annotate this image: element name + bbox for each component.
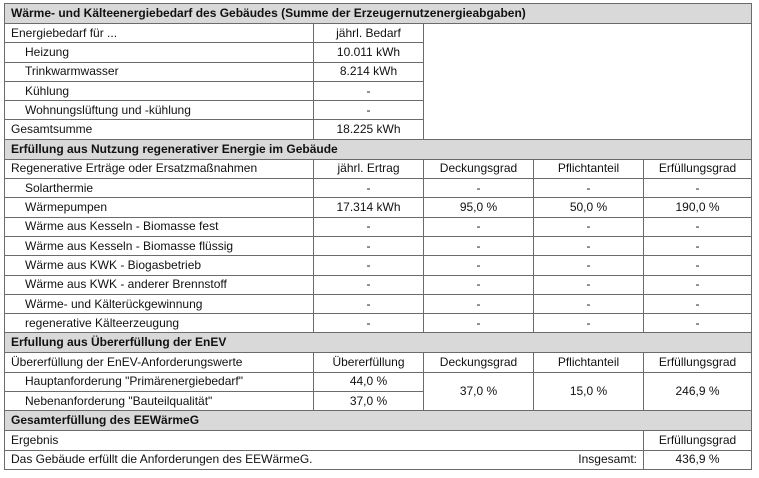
deckung-cell: - (424, 217, 534, 236)
table-row (5, 294, 752, 313)
row-value: 8.214 kWh (314, 62, 424, 81)
pflicht-cell: - (534, 256, 644, 275)
column-header: Regenerative Erträge oder Ersatzmaßnahmen (5, 159, 314, 178)
pflicht-cell: 15,0 % (534, 372, 644, 411)
deckung-cell: - (424, 179, 534, 198)
section2-title: Erfüllung aus Nutzung regenerativer Energie im Gebäude (5, 139, 752, 159)
row-label: Kühlung (5, 81, 314, 100)
energy-report (4, 3, 752, 470)
section3-title: Erfullung aus Übererfüllung der EnEV (5, 333, 752, 353)
deckung-cell: - (424, 256, 534, 275)
row-label: Nebenanforderung "Bauteilqualität" (5, 392, 314, 411)
table-row (5, 431, 752, 450)
column-header: Pflichtanteil (534, 353, 644, 372)
ertrag-cell: - (314, 275, 424, 294)
row-label: Wärmepumpen (5, 198, 314, 217)
table-row (5, 275, 752, 294)
deckung-cell: - (424, 236, 534, 255)
column-header: Erfüllungsgrad (644, 159, 752, 178)
pflicht-cell: - (534, 236, 644, 255)
row-label: Solarthermie (5, 179, 314, 198)
table-header-row (5, 353, 752, 372)
section-heading-row (5, 411, 752, 431)
table-header-row (5, 159, 752, 178)
pflicht-cell: 50,0 % (534, 198, 644, 217)
erfuellung-cell: - (644, 179, 752, 198)
row-value: 10.011 kWh (314, 43, 424, 62)
uebererfuellung-cell: 37,0 % (314, 392, 424, 411)
eewaermeg-table (4, 3, 752, 470)
erfuellung-cell: - (644, 256, 752, 275)
section-heading-row (5, 139, 752, 159)
result-header: Erfüllungsgrad (644, 431, 752, 450)
row-label: Wohnungslüftung und -kühlung (5, 101, 314, 120)
column-header: Übererfüllung (314, 353, 424, 372)
erfuellung-cell: 246,9 % (644, 372, 752, 411)
row-label: regenerative Kälteerzeugung (5, 314, 314, 333)
total-label: Insgesamt: (534, 450, 644, 469)
ertrag-cell: - (314, 179, 424, 198)
column-header: Pflichtanteil (534, 159, 644, 178)
pflicht-cell: - (534, 275, 644, 294)
table-row (5, 179, 752, 198)
column-header: jährl. Ertrag (314, 159, 424, 178)
section-heading-row (5, 4, 752, 24)
ertrag-cell: - (314, 294, 424, 313)
row-label: Wärme- und Kälterückgewinnung (5, 294, 314, 313)
deckung-cell: - (424, 314, 534, 333)
table-row (5, 450, 752, 469)
table-row (5, 24, 752, 43)
ertrag-cell: - (314, 256, 424, 275)
pflicht-cell: - (534, 217, 644, 236)
row-label: Wärme aus Kesseln - Biomasse flüssig (5, 236, 314, 255)
erfuellung-cell: - (644, 275, 752, 294)
deckung-cell: - (424, 294, 534, 313)
result-statement: Das Gebäude erfüllt die Anforderungen des EEWärmeG. (5, 450, 534, 469)
erfuellung-cell: - (644, 236, 752, 255)
table-row (5, 217, 752, 236)
table-row (5, 198, 752, 217)
deckung-cell: 37,0 % (424, 372, 534, 411)
erfuellung-cell: 190,0 % (644, 198, 752, 217)
section-heading-row (5, 333, 752, 353)
ertrag-cell: - (314, 236, 424, 255)
row-value: - (314, 81, 424, 100)
table-row (5, 314, 752, 333)
empty-area (424, 24, 752, 140)
row-label: Hauptanforderung "Primärenergiebedarf" (5, 372, 314, 391)
ertrag-cell: 17.314 kWh (314, 198, 424, 217)
erfuellung-cell: - (644, 314, 752, 333)
pflicht-cell: - (534, 294, 644, 313)
row-label: Heizung (5, 43, 314, 62)
deckung-cell: - (424, 275, 534, 294)
pflicht-cell: - (534, 179, 644, 198)
row-label: Wärme aus Kesseln - Biomasse fest (5, 217, 314, 236)
section1-header-label: Energiebedarf für ... (5, 24, 314, 43)
section1-title: Wärme- und Kälteenergiebedarf des Gebäudes (Summe der Erzeugernutzenergieabgaben) (5, 4, 752, 24)
ertrag-cell: - (314, 314, 424, 333)
table-row (5, 372, 752, 391)
result-label: Ergebnis (5, 431, 644, 450)
total-value: 18.225 kWh (314, 120, 424, 139)
row-label: Trinkwarmwasser (5, 62, 314, 81)
uebererfuellung-cell: 44,0 % (314, 372, 424, 391)
row-label: Wärme aus KWK - anderer Brennstoff (5, 275, 314, 294)
section1-header-col: jährl. Bedarf (314, 24, 424, 43)
pflicht-cell: - (534, 314, 644, 333)
erfuellung-cell: - (644, 217, 752, 236)
column-header: Deckungsgrad (424, 353, 534, 372)
row-label: Wärme aus KWK - Biogasbetrieb (5, 256, 314, 275)
table-row (5, 256, 752, 275)
row-value: - (314, 101, 424, 120)
ertrag-cell: - (314, 217, 424, 236)
total-value: 436,9 % (644, 450, 752, 469)
column-header: Erfüllungsgrad (644, 353, 752, 372)
column-header: Deckungsgrad (424, 159, 534, 178)
erfuellung-cell: - (644, 294, 752, 313)
total-label: Gesamtsumme (5, 120, 314, 139)
table-row (5, 236, 752, 255)
deckung-cell: 95,0 % (424, 198, 534, 217)
section4-title: Gesamterfüllung des EEWärmeG (5, 411, 752, 431)
column-header: Übererfüllung der EnEV-Anforderungswerte (5, 353, 314, 372)
